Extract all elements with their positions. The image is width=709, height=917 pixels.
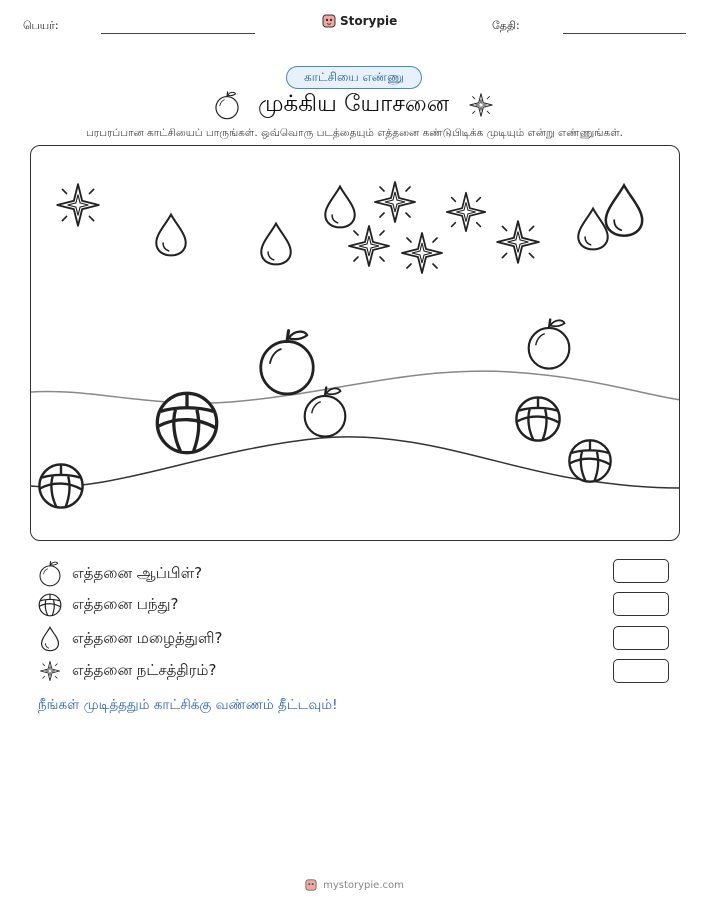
scene-illustration <box>31 146 680 541</box>
volleyball <box>157 393 216 452</box>
sparkle-star-icon <box>467 91 495 119</box>
footer <box>0 878 709 892</box>
volleyball <box>39 464 82 507</box>
answer-box-balls[interactable] <box>613 592 669 616</box>
apple <box>529 320 570 369</box>
question-text: எத்தனை மழைத்துளி? <box>72 629 223 647</box>
answer-box-stars[interactable] <box>613 659 669 683</box>
counting-scene <box>30 145 680 541</box>
volleyball-icon <box>38 593 62 617</box>
volleyball <box>516 397 559 440</box>
raindrop <box>156 215 185 256</box>
brand-name: Storypie <box>340 14 398 28</box>
footer-url[interactable]: mystorypie.com <box>323 879 404 891</box>
category-badge: காட்சியை எண்ணு <box>286 66 422 89</box>
star <box>349 226 389 266</box>
star <box>447 193 485 231</box>
raindrop <box>325 187 354 228</box>
star <box>375 182 415 222</box>
star <box>497 221 539 263</box>
brand-logo <box>322 13 397 29</box>
answer-box-apples[interactable] <box>613 559 669 583</box>
raindrop <box>578 209 607 250</box>
raindrop-icon <box>38 626 62 652</box>
raindrop <box>261 224 290 265</box>
star <box>402 233 442 273</box>
storypie-mascot-icon <box>322 13 336 29</box>
answer-box-raindrops[interactable] <box>613 626 669 650</box>
question-raindrops <box>38 626 222 652</box>
apple-icon <box>214 90 240 120</box>
page-title: முக்கிய யோசனை <box>258 90 449 117</box>
page-title-row <box>0 90 709 120</box>
star <box>57 184 99 226</box>
date-field[interactable] <box>563 33 686 34</box>
apple-icon <box>38 560 62 587</box>
name-field[interactable] <box>101 33 255 34</box>
instructions: பரபரப்பான காட்சியைப் பாருங்கள். ஒவ்வொரு படத்தையும் எத்தனை கண்டுபிடிக்க முடியும் என்று எண்ணுங்கள். <box>85 127 624 139</box>
raindrop <box>606 185 642 235</box>
apple <box>305 388 346 437</box>
question-stars <box>38 659 216 683</box>
name-label: பெயர்: <box>23 19 59 32</box>
question-balls <box>38 593 179 617</box>
question-text: எத்தனை பந்து? <box>72 595 179 613</box>
question-apples <box>38 560 202 587</box>
question-text: எத்தனை நட்சத்திரம்? <box>72 661 217 679</box>
apple <box>261 331 313 394</box>
question-text: எத்தனை ஆப்பிள்? <box>72 563 203 582</box>
coloring-instruction: நீங்கள் முடித்ததும் காட்சிக்கு வண்ணம் தீட்டவும்! <box>38 697 338 713</box>
volleyball <box>569 440 610 481</box>
sparkle-star-icon <box>38 659 62 683</box>
storypie-mascot-icon <box>305 878 317 892</box>
date-label: தேதி: <box>492 19 520 32</box>
